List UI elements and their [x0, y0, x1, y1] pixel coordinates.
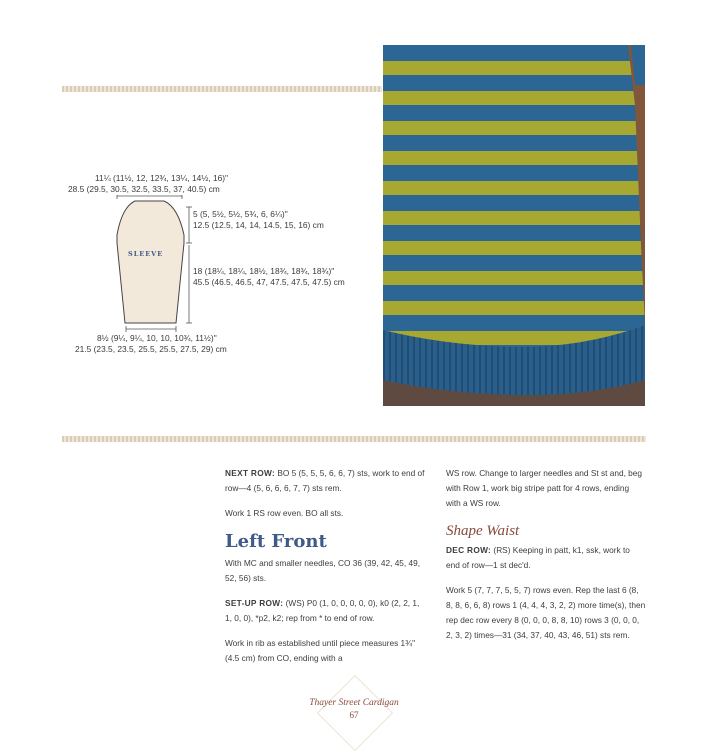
column-left-lower	[225, 556, 425, 676]
sleeve-schematic	[100, 195, 200, 335]
column-right	[446, 466, 646, 521]
schematic-cap-height-cm: 12.5 (12.5, 14, 14, 14.5, 15, 16) cm	[193, 220, 324, 230]
top-divider	[62, 86, 382, 92]
column-right-lower	[446, 543, 646, 653]
schematic-length-in: 18 (18¼, 18¼, 18½, 18¾, 18¾, 18¾)"	[193, 266, 335, 276]
next-row-paragraph: NEXT ROW: BO 5 (5, 5, 5, 6, 6, 7) sts, work to end of row—4 (5, 6, 6, 6, 7, 7) sts rem.	[225, 468, 425, 493]
rib-paragraph: Work in rib as established until piece measures 1¾" (4.5 cm) from CO, ending with a	[225, 638, 416, 663]
schematic-cap-height-in: 5 (5, 5½, 5½, 5¾, 6, 6¼)"	[193, 209, 288, 219]
footer-pattern-title: Thayer Street Cardigan	[309, 698, 399, 708]
page-number: 67	[349, 710, 359, 720]
work-rs-paragraph: Work 1 RS row even. BO all sts.	[225, 508, 344, 518]
column-left	[225, 466, 425, 531]
schematic-cuff-width-in: 8½ (9¼, 9¼, 10, 10, 10¾, 11½)"	[97, 333, 217, 343]
sweater-photo	[383, 45, 645, 406]
schematic-top-width-in: 11¼ (11½, 12, 12¾, 13¼, 14½, 16)"	[95, 173, 229, 183]
section-heading-shape-waist: Shape Waist	[446, 523, 520, 539]
schematic-length-cm: 45.5 (46.5, 46.5, 47, 47.5, 47.5, 47.5) cm	[193, 277, 345, 287]
co-paragraph: With MC and smaller needles, CO 36 (39, 42, 45, 49, 52, 56) sts.	[225, 558, 421, 583]
schematic-cuff-width-cm: 21.5 (23.5, 23.5, 25.5, 25.5, 27.5, 29) cm	[75, 344, 227, 354]
section-heading-left-front: Left Front	[225, 531, 327, 552]
ws-row-paragraph: WS row. Change to larger needles and St st and, beg with Row 1, work big stripe patt for 4 rows, ending with a WS row.	[446, 468, 643, 508]
schematic-top-width-cm: 28.5 (29.5, 30.5, 32.5, 33.5, 37, 40.5) cm	[68, 184, 220, 194]
dec-row-paragraph: DEC ROW: (RS) Keeping in patt, k1, ssk, work to end of row—1 st dec'd.	[446, 545, 630, 570]
middle-divider	[62, 436, 646, 442]
sleeve-label: SLEEVE	[128, 250, 164, 258]
work-even-paragraph: Work 5 (7, 7, 7, 5, 5, 7) rows even. Rep the last 6 (8, 8, 8, 6, 6, 8) rows 1 (4, 4, 4, 3, 2, 2) more time(s), then rep dec row every 8 (0, 0, 0, 8, 8, 10) rows 3 (0, 0, 0, 2, 3, 2) times—31 (34, 37, 40, 43, 46, 51) sts rem.	[446, 585, 646, 640]
sleeve-shape	[117, 201, 184, 323]
set-up-row-paragraph: SET-UP ROW: (WS) P0 (1, 0, 0, 0, 0, 0), k0 (2, 2, 1, 1, 0, 0), *p2, k2; rep from * to end of row.	[225, 598, 420, 623]
